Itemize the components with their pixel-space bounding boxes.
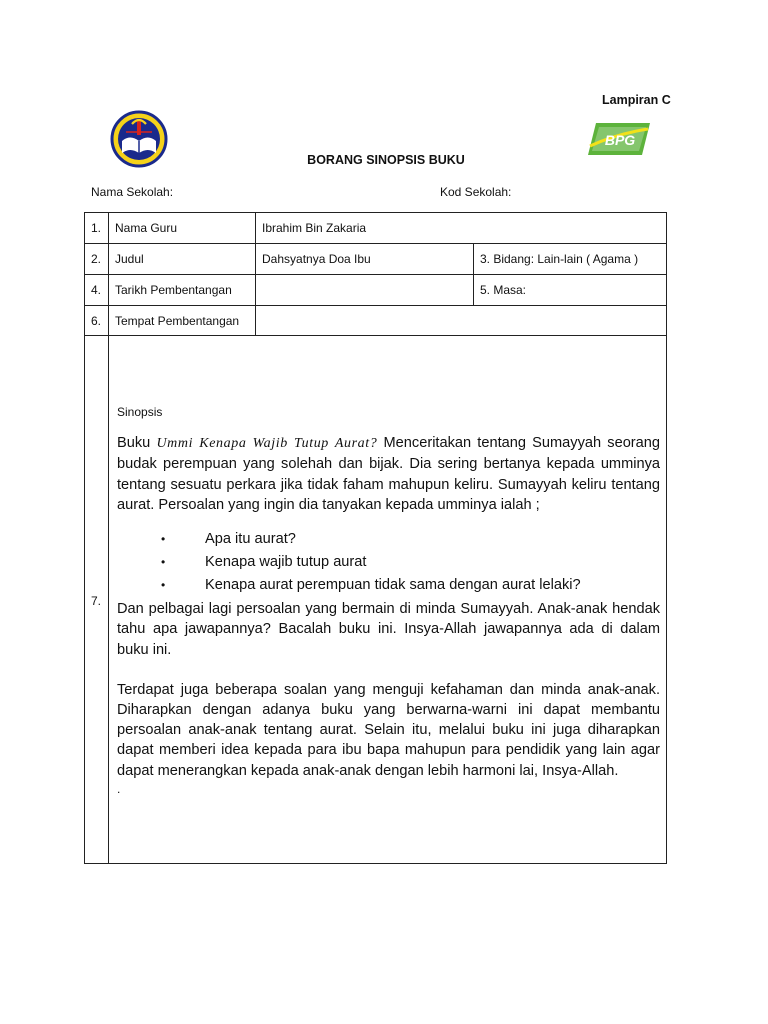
sinopsis-paragraph: Dan pelbagai lagi persoalan yang bermain di minda Sumayyah. Anak-anak hendak tahu apa jawapannya? Bacalah buku ini. Insya-Allah jawapannya ada di dalam buku ini.: [117, 601, 661, 658]
bidang-field: 3. Bidang: Lain-lain ( Agama ): [474, 244, 667, 275]
table-row: [85, 213, 667, 244]
bpg-logo-icon: [586, 121, 652, 157]
trailing-dot: .: [117, 781, 121, 796]
sinopsis-cell: [109, 336, 667, 864]
sinopsis-paragraph: Terdapat juga beberapa soalan yang menguji kefahaman dan minda anak-anak. Diharapkan dengan adanya buku yang berwarna-warni ini dapat membantu persoalan anak-anak tentang aurat. Selain itu, melalui buku ini juga diharapkan dapat memberi idea kepada para ibu bapa mahupun para pendidik yang lain agar dapat menerangkan kepada anak-anak dengan lebih harmoni lai, Insya-Allah.: [117, 681, 661, 779]
table-row: [85, 244, 667, 275]
kod-sekolah-label: Kod Sekolah:: [440, 185, 512, 199]
tarikh-value: [256, 275, 474, 306]
bullet-icon: •: [161, 555, 166, 570]
sinopsis-paragraph: Buku Ummi Kenapa Wajib Tutup Aurat? Menceritakan tentang Sumayyah seorang budak perempuan yang solehah dan bijak. Dia sering bertanya kepada umminya tentang sesuatu perkara jika tidak faham mahupun keliru. Sumayyah keliru tentang aurat. Persoalan yang ingin dia tanyakan kepada umminya ialah ;: [117, 435, 661, 513]
nama-guru-value: Ibrahim Bin Zakaria: [256, 213, 667, 244]
tempat-value: [256, 306, 667, 336]
field-label: Tarikh Pembentangan: [109, 275, 256, 306]
table-row: [85, 336, 667, 864]
form-title: BORANG SINOPSIS BUKU: [307, 153, 465, 167]
row-number: 6.: [85, 306, 109, 336]
question-list: [117, 528, 660, 597]
field-label: Nama Guru: [109, 213, 256, 244]
table-row: [85, 306, 667, 336]
book-title: Ummi Kenapa Wajib Tutup Aurat?: [156, 436, 378, 452]
row-number: 2.: [85, 244, 109, 275]
list-item: • Apa itu aurat?: [117, 528, 660, 551]
judul-value: Dahsyatnya Doa Ibu: [256, 244, 474, 275]
row-number: 7.: [85, 336, 109, 864]
list-item: • Kenapa aurat perempuan tidak sama dengan aurat lelaki?: [117, 574, 660, 597]
synopsis-form-table: [84, 212, 667, 864]
lampiran-label: Lampiran C: [602, 93, 671, 107]
bpg-logo-text: BPG: [604, 132, 636, 148]
field-label: Judul: [109, 244, 256, 275]
sinopsis-label: Sinopsis: [117, 405, 163, 420]
masa-field: 5. Masa:: [474, 275, 667, 306]
row-number: 1.: [85, 213, 109, 244]
bullet-icon: •: [161, 532, 166, 547]
row-number: 4.: [85, 275, 109, 306]
field-label: Tempat Pembentangan: [109, 306, 256, 336]
sinopsis-body: [117, 433, 660, 796]
list-item: • Kenapa wajib tutup aurat: [117, 551, 660, 574]
table-row: [85, 275, 667, 306]
nama-sekolah-label: Nama Sekolah:: [91, 185, 174, 199]
bullet-icon: •: [161, 578, 166, 593]
